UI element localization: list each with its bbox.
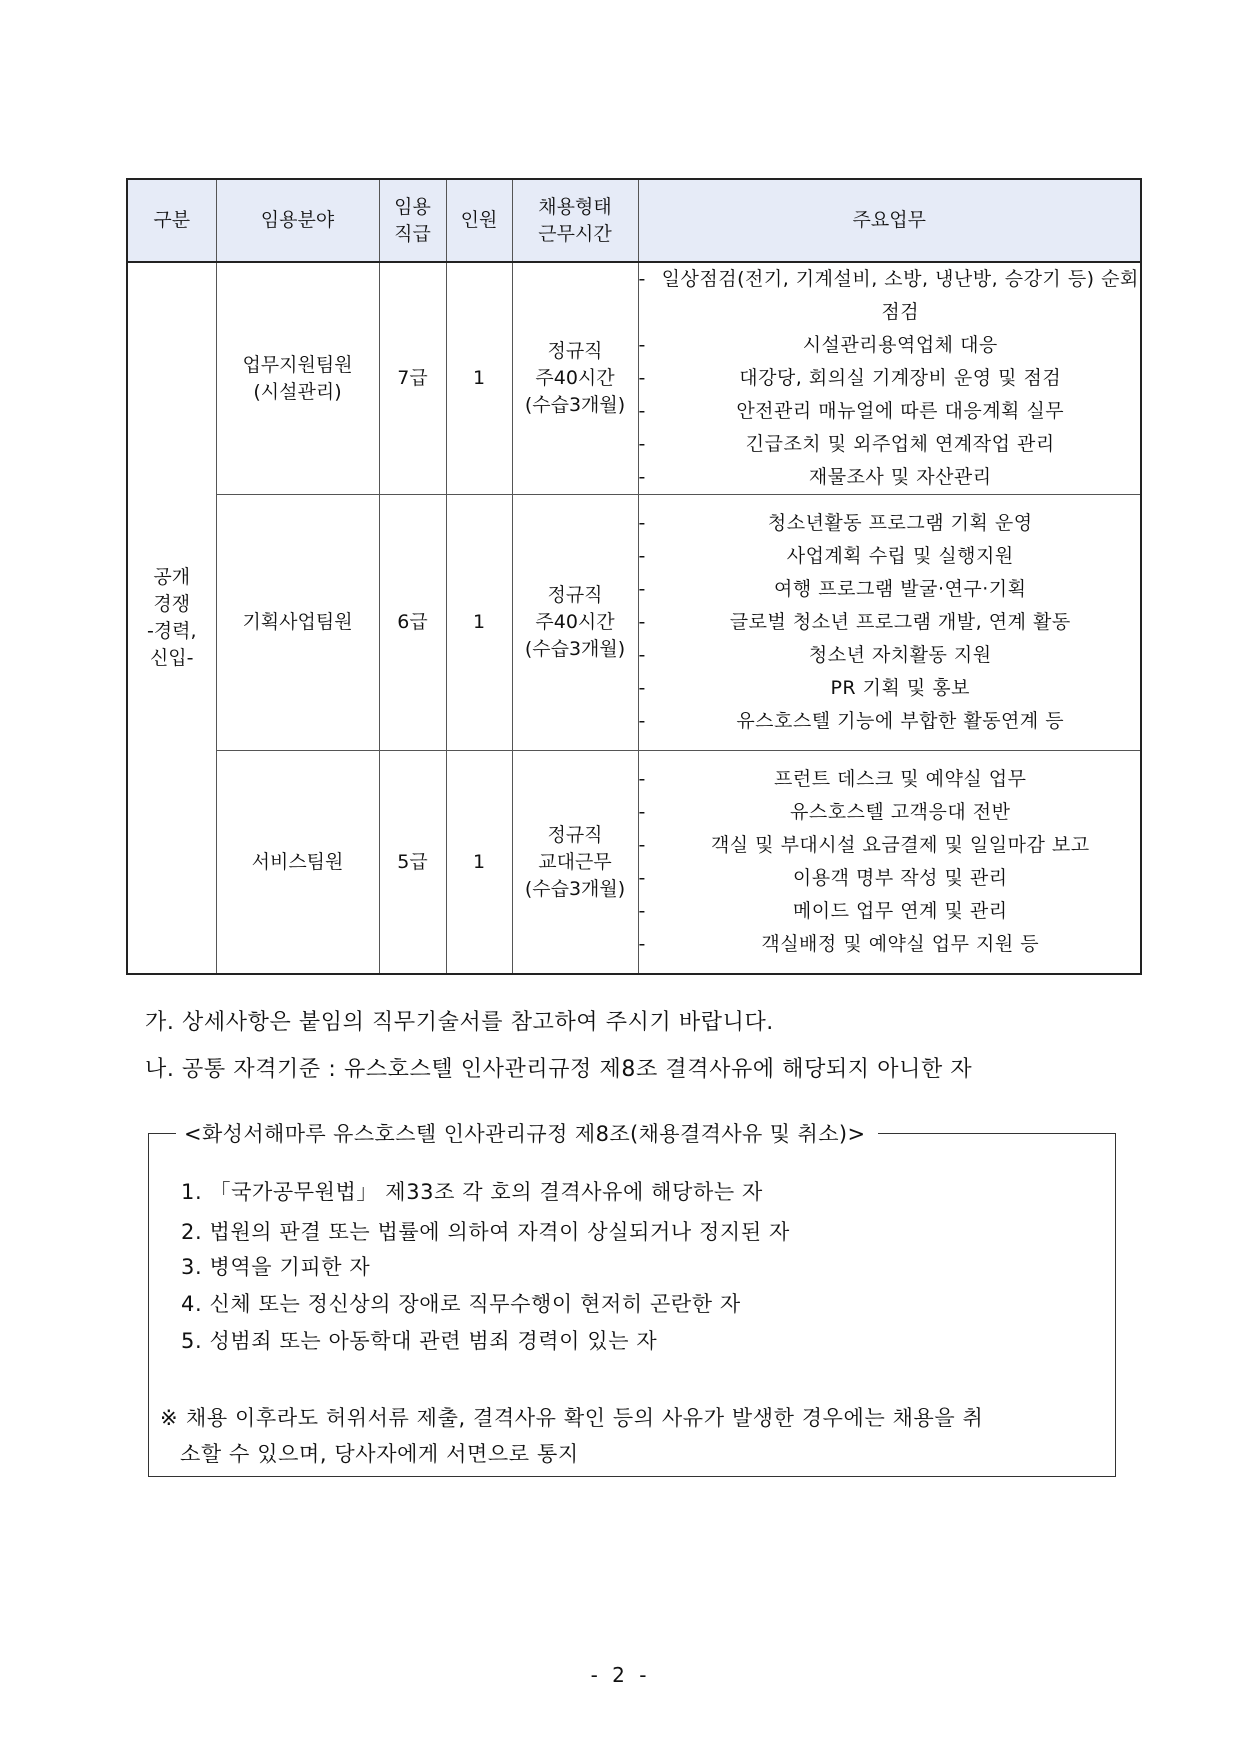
grade-cell: 7급 — [379, 262, 446, 495]
count-cell: 1 — [446, 495, 512, 751]
header-type-line2: 근무시간 — [538, 222, 612, 245]
grade-cell: 5급 — [379, 751, 446, 975]
field-subname: (시설관리) — [253, 380, 342, 403]
rule-item: 4. 신체 또는 정신상의 장애로 직무수행이 현저히 곤란한 자 — [181, 1292, 741, 1316]
remark-line1: 채용 이후라도 허위서류 제출, 결격사유 확인 등의 사유가 발생한 경우에는 채용을 취 — [186, 1406, 984, 1430]
count-cell: 1 — [446, 262, 512, 495]
rule-item: 5. 성범죄 또는 아동학대 관련 범죄 경력이 있는 자 — [181, 1329, 658, 1353]
category-line: 신입- — [149, 647, 194, 669]
duty-item: - 청소년활동 프로그램 기획 운영 — [638, 512, 1033, 534]
count-cell: 1 — [446, 751, 512, 975]
duty-item: - 메이드 업무 연계 및 관리 — [638, 900, 1008, 922]
reference-mark-icon: ※ — [160, 1406, 179, 1430]
type-line: 정규직 — [547, 340, 603, 362]
rules-box-title: <화성서해마루 유스호스텔 인사관리규정 제8조(채용결격사유 및 취소)> — [176, 1118, 878, 1148]
category-cell — [127, 262, 216, 974]
duties-cell — [638, 495, 1141, 751]
header-grade — [379, 179, 446, 262]
note-qualification: 나. 공통 자격기준 : 유스호스텔 인사관리규정 제8조 결격사유에 해당되지 아니한 자 — [145, 1057, 973, 1082]
category-line: 경쟁 — [153, 593, 191, 615]
field-name: 업무지원팀원 — [242, 353, 353, 376]
header-grade-line1: 임용 — [394, 195, 431, 218]
duty-item: - 재물조사 및 자산관리 — [638, 466, 992, 488]
field-cell: 기획사업팀원 — [216, 495, 379, 751]
category-line: -경력, — [146, 620, 197, 642]
note-details: 가. 상세사항은 붙임의 직무기술서를 참고하여 주시기 바랍니다. — [145, 1010, 774, 1035]
type-line: 교대근무 — [538, 850, 612, 873]
duty-item: - 유스호스텔 기능에 부합한 활동연계 등 — [638, 710, 1065, 732]
duty-item: - 객실 및 부대시설 요금결제 및 일일마감 보고 — [638, 834, 1090, 856]
duties-list — [639, 507, 1141, 738]
type-cell — [512, 495, 638, 751]
type-line: 주40시간 — [535, 611, 615, 633]
type-line: (수습3개월) — [524, 877, 626, 900]
duty-item: - 사업계획 수립 및 실행지원 — [638, 545, 1014, 567]
grade-cell: 6급 — [379, 495, 446, 751]
table-row — [127, 751, 1141, 975]
duty-item: - 시설관리용역업체 대응 — [638, 334, 998, 356]
duties-list — [639, 763, 1141, 961]
type-cell — [512, 262, 638, 495]
duty-item: - 대강당, 회의실 기계장비 운영 및 점검 — [638, 367, 1062, 389]
page-number: - 2 - — [590, 1663, 651, 1687]
duty-item: - PR 기획 및 홍보 — [638, 677, 971, 699]
duty-item: - 안전관리 매뉴얼에 따른 대응계획 실무 — [638, 400, 1065, 422]
type-line: 주40시간 — [535, 367, 615, 389]
header-category: 구분 — [127, 179, 216, 262]
duties-list — [639, 263, 1141, 494]
field-cell: 서비스팀원 — [216, 751, 379, 975]
duty-item: - 객실배정 및 예약실 업무 지원 등 — [638, 933, 1040, 955]
table-header-row — [127, 179, 1141, 262]
header-type-line1: 채용형태 — [538, 195, 612, 218]
field-cell — [216, 262, 379, 495]
table-row — [127, 495, 1141, 751]
header-type — [512, 179, 638, 262]
duty-item: - 프런트 데스크 및 예약실 업무 — [638, 768, 1027, 790]
header-duties: 주요업무 — [638, 179, 1141, 262]
type-line: (수습3개월) — [524, 394, 626, 416]
rules-remark — [160, 1400, 1110, 1472]
type-line: 정규직 — [547, 584, 603, 606]
duty-item: - 유스호스텔 고객응대 전반 — [638, 801, 1011, 823]
category-line: 공개 — [153, 566, 191, 588]
table-row — [127, 262, 1141, 495]
duty-item: - 긴급조치 및 외주업체 연계작업 관리 — [638, 433, 1055, 455]
rule-item: 2. 법원의 판결 또는 법률에 의하여 자격이 상실되거나 정지된 자 — [181, 1220, 790, 1244]
duty-item: - 글로벌 청소년 프로그램 개발, 연계 활동 — [638, 611, 1071, 633]
type-line: 정규직 — [547, 823, 603, 846]
duties-cell — [638, 751, 1141, 975]
rule-item: 1. 「국가공무원법」 제33조 각 호의 결격사유에 해당하는 자 — [181, 1180, 763, 1204]
duty-item: - 여행 프로그램 발굴·연구·기획 — [638, 578, 1027, 600]
duty-item: - 이용객 명부 작성 및 관리 — [638, 867, 1008, 889]
duty-item: - 청소년 자치활동 지원 — [638, 644, 992, 666]
header-count: 인원 — [446, 179, 512, 262]
duty-item: - 일상점검(전기, 기계설비, 소방, 냉난방, 승강기 등) 순회점검 — [638, 268, 1139, 323]
header-grade-line2: 직급 — [394, 222, 431, 245]
rule-item: 3. 병역을 기피한 자 — [181, 1255, 371, 1279]
recruitment-table — [126, 178, 1142, 975]
type-line: (수습3개월) — [524, 638, 626, 660]
header-field: 임용분야 — [216, 179, 379, 262]
duties-cell — [638, 262, 1141, 495]
type-cell — [512, 751, 638, 975]
remark-line2: 소할 수 있으며, 당사자에게 서면으로 통지 — [180, 1442, 579, 1466]
